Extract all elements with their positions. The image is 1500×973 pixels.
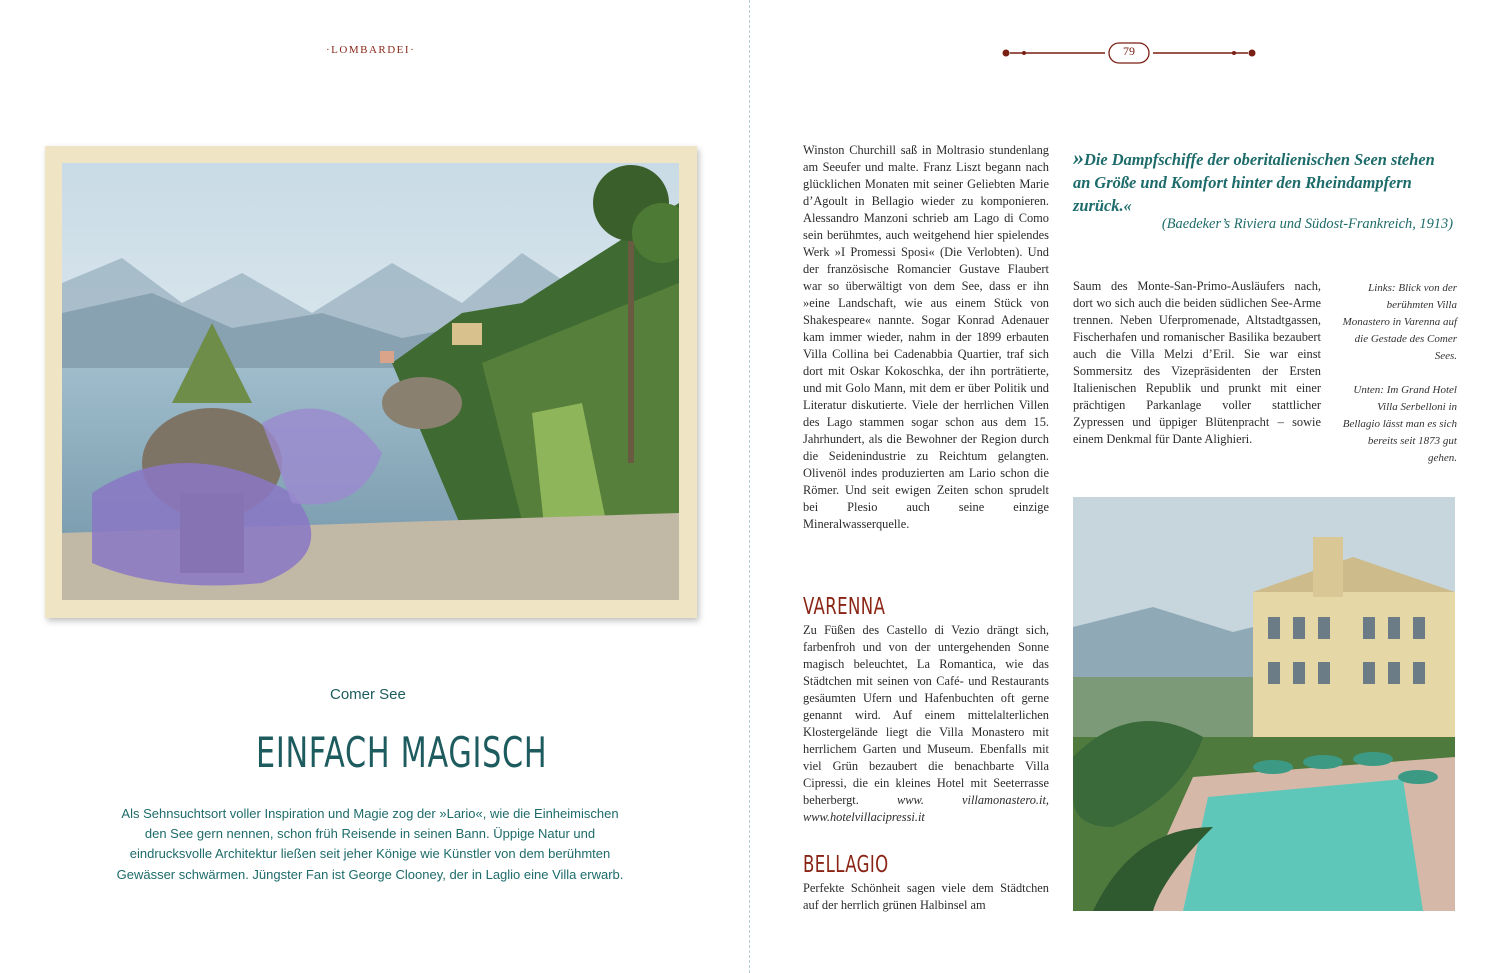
hotel-photo-illustration [1073, 497, 1455, 911]
page-number: 79 [1123, 44, 1135, 58]
running-head-text: LOMBARDEI [331, 44, 411, 56]
lake-photo-illustration [62, 163, 679, 600]
pull-quote-source: (Baedeker’s Riviera und Südost-Frankreich, 1913) [1161, 216, 1453, 232]
varenna-web-links[interactable]: www. villamonastero.it, www.hotelvillacipressi.it [803, 793, 1049, 824]
running-head-dot: · [326, 44, 332, 56]
running-head-dot: · [410, 44, 416, 56]
section-heading-bellagio: BELLAGIO [803, 852, 889, 878]
photo-lake-como [62, 163, 679, 600]
photo-captions [1340, 280, 1457, 467]
section-text-bellagio: Perfekte Schönheit sagen viele dem Städtchen auf der herrlich grünen Halbinsel am [803, 881, 1049, 912]
caption-bottom-photo: Unten: Im Grand Hotel Villa Serbelloni in Bellagio lässt man es sich bereits seit 1873 gut gehen. [1342, 384, 1457, 464]
photo-hotel-villa-serbelloni [1073, 497, 1455, 911]
article-subtitle: Comer See [330, 686, 406, 703]
article-intro: Als Sehnsuchtsort voller Inspiration und Magie zog der »Lario«, wie die Einheimischen den See gern nennen, schon früh Reisende in seinen Bann. Üppige Natur und eindrucksvolle Architektur ließen seit jeher Könige wie Künstler von dem berühmten Gewässer schwärmen. Jüngster Fan ist George Clooney, der in Laglio eine Villa erwarb. [116, 806, 624, 882]
quote-open-mark: » [1073, 145, 1084, 170]
photo-frame [45, 146, 697, 618]
running-head [326, 44, 415, 56]
section-text-varenna [803, 622, 1049, 826]
caption-left-photo: Links: Blick von der berühmten Villa Monastero in Varenna auf die Gestade des Comer Sees. [1342, 282, 1457, 362]
pull-quote [1073, 146, 1453, 217]
page-fold [749, 0, 750, 973]
varenna-body: Zu Füßen des Castello di Vezio drängt sich, farbenfroh und von der untergehenden Sonne magisch beleuchtet, La Romantica, wie das Städtchen mit seinen von Café- und Restaurants gesäumten Ufern und Hafenbuchten oft gerne genannt wird. Auf einem mittelalterlichen Klostergelände liegt die Villa Monastero mit herrlichem Garten und Museum. Ebenfalls mit viel Grün bezaubert die benachbarte Villa Cipressi, die ein kleines Hotel mit Seeterrasse beherbergt. [803, 623, 1049, 807]
pull-quote-text: Die Dampfschiffe der oberitalienischen Seen stehen an Größe und Komfort hinter den Rheindampfern zurück.« [1073, 150, 1435, 215]
section-heading-varenna: VARENNA [803, 594, 886, 620]
article-headline: EINFACH MAGISCH [256, 728, 548, 777]
column-text-2: Saum des Monte-San-Primo-Ausläufers nach, dort wo sich auch die beiden südlichen See-Arme trennen. Neben Uferpromenade, Altstadtgassen, Fischerhafen und romanischer Basilika bezaubert auch die Villa Melzi d’Eril. Sie war einst Sommersitz des Vizepräsidenten der Ersten Italienischen Republik und prunkt mit einer prächtigen Parkanlage voller stattlicher Zypressen und üppiger Blütenpracht – sowie einem Denkmal für Dante Alighieri. [1073, 279, 1321, 446]
column-text-1: Winston Churchill saß in Moltrasio stundenlang am Seeufer und malte. Franz Liszt begann nach glücklichen Monaten mit seiner Geliebten Marie d’Agoult in Bellagio wieder zu komponieren. Alessandro Manzoni schrieb am Lago di Como sein berühmtes, auch weitgehend hier spielendes Werk »I Promessi Sposi« (Die Verlobten). Und der französische Romancier Gustave Flaubert war so überwältigt von dem See, dass er ihn »eine Landschaft, wie aus einem Stück von Shakespeare« nannte. Sogar Konrad Adenauer kam immer wieder, nahm in der 1899 erbauten Villa Collina bei Cadenabbia Quartier, traf sich dort mit Oskar Kokoschka, der ihn porträtierte, und mit Golo Mann, mit dem er über Politik und Literatur diskutierte. Viele der herrlichen Villen des Lago stammen sogar schon aus dem 15. Jahrhundert, als die Bewohner der Region durch die Seidenindustrie zu Reichtum gelangten. Olivenöl indes produzierten am Lario schon die Römer. Und seit ewigen Zeiten schon sprudelt bei Plesio auch seine einzige Mineralwasserquelle. [803, 143, 1049, 531]
